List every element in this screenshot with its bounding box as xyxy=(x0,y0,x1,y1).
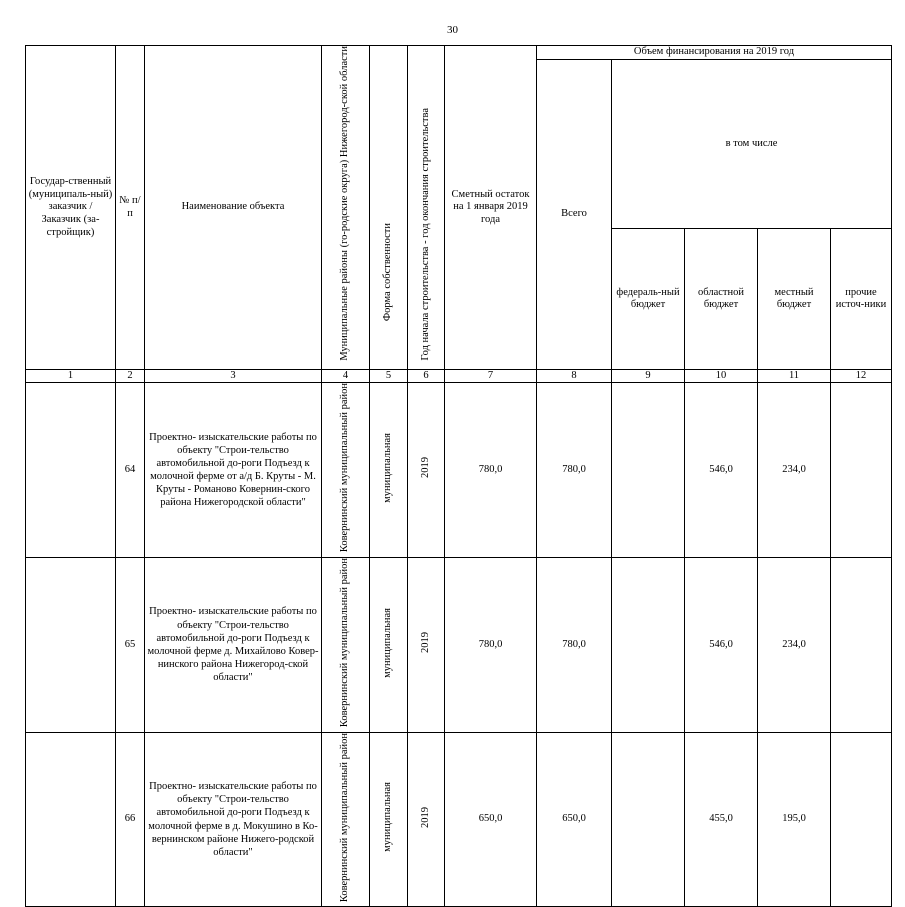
column-number: 8 xyxy=(537,370,612,383)
column-number: 5 xyxy=(370,370,408,383)
row-ownership-cell xyxy=(370,557,408,732)
row-federal xyxy=(612,557,685,732)
row-ownership-cell xyxy=(370,383,408,558)
column-number: 3 xyxy=(145,370,322,383)
row-customer xyxy=(26,557,116,732)
row-year: 2019 xyxy=(419,806,431,828)
header-district-cell xyxy=(322,46,370,370)
header-funding-group: Объем финансирования на 2019 год xyxy=(537,46,892,60)
header-years-cell xyxy=(408,46,445,370)
row-year: 2019 xyxy=(419,457,431,479)
header-ownership-cell xyxy=(370,46,408,370)
header-regional: областной бюджет xyxy=(685,229,758,370)
row-year-cell xyxy=(408,557,445,732)
row-customer xyxy=(26,383,116,558)
row-district: Ковернинский муниципальный район xyxy=(339,383,351,553)
row-ownership-cell xyxy=(370,732,408,907)
column-number: 10 xyxy=(685,370,758,383)
row-num: 64 xyxy=(116,383,145,558)
row-object-name: Проектно- изыскательские работы по объекту "Строи-тельство автомобильной до-роги Подъезд к молочной ферме д. Михайлово Ковер-нинского района Нижегород-ской области" xyxy=(145,557,322,732)
table-row xyxy=(26,557,892,732)
row-remaining: 780,0 xyxy=(445,557,537,732)
row-other xyxy=(831,383,892,558)
header-federal: федераль-ный бюджет xyxy=(612,229,685,370)
column-number: 12 xyxy=(831,370,892,383)
header-row-1 xyxy=(26,46,892,60)
row-remaining: 780,0 xyxy=(445,383,537,558)
row-district-cell xyxy=(322,732,370,907)
row-other xyxy=(831,557,892,732)
row-num: 66 xyxy=(116,732,145,907)
row-regional: 455,0 xyxy=(685,732,758,907)
column-number: 9 xyxy=(612,370,685,383)
row-year-cell xyxy=(408,383,445,558)
row-total: 780,0 xyxy=(537,383,612,558)
row-remaining: 650,0 xyxy=(445,732,537,907)
header-local: местный бюджет xyxy=(758,229,831,370)
row-regional: 546,0 xyxy=(685,383,758,558)
header-num: № п/п xyxy=(116,46,145,370)
row-ownership: муниципальная xyxy=(382,607,394,678)
row-object-name: Проектно- изыскательские работы по объекту "Строи-тельство автомобильной до-роги Подъезд к молочной ферме в д. Мокушино в Ко-вернинском районе Нижего-родской области" xyxy=(145,732,322,907)
header-remaining: Сметный остаток на 1 января 2019 года xyxy=(445,46,537,370)
row-ownership: муниципальная xyxy=(382,432,394,503)
column-number: 6 xyxy=(408,370,445,383)
header-years: Год начала строительства - год окончания строительства xyxy=(419,108,431,361)
table-row xyxy=(26,383,892,558)
column-number: 4 xyxy=(322,370,370,383)
row-district: Ковернинский муниципальный район xyxy=(339,557,351,728)
row-federal xyxy=(612,732,685,907)
row-customer xyxy=(26,732,116,907)
column-number: 7 xyxy=(445,370,537,383)
column-number-row xyxy=(26,370,892,383)
row-regional: 546,0 xyxy=(685,557,758,732)
row-num: 65 xyxy=(116,557,145,732)
row-other xyxy=(831,732,892,907)
column-number: 11 xyxy=(758,370,831,383)
header-customer: Государ-ственный (муниципаль-ный) заказчик / Заказчик (за-стройщик) xyxy=(26,46,116,370)
row-total: 650,0 xyxy=(537,732,612,907)
table-row xyxy=(26,732,892,907)
header-including: в том числе xyxy=(612,60,892,229)
row-district-cell xyxy=(322,383,370,558)
row-district: Ковернинский муниципальный район xyxy=(339,732,351,902)
header-object-name: Наименование объекта xyxy=(145,46,322,370)
row-local: 234,0 xyxy=(758,383,831,558)
header-district: Муниципальные районы (го-родские округа) Нижегород-ской области xyxy=(339,46,351,361)
header-ownership: Форма собственности xyxy=(382,222,394,321)
row-year: 2019 xyxy=(419,632,431,654)
budget-table xyxy=(25,45,892,907)
row-object-name: Проектно- изыскательские работы по объекту "Строи-тельство автомобильной до-роги Подъезд к молочной ферме от а/д Б. Круты - М. Круты - Романово Ковернин-ского района Нижегородской области" xyxy=(145,383,322,558)
header-other: прочие источ-ники xyxy=(831,229,892,370)
row-district-cell xyxy=(322,557,370,732)
row-local: 195,0 xyxy=(758,732,831,907)
row-total: 780,0 xyxy=(537,557,612,732)
row-ownership: муниципальная xyxy=(382,782,394,853)
column-number: 1 xyxy=(26,370,116,383)
row-federal xyxy=(612,383,685,558)
row-year-cell xyxy=(408,732,445,907)
row-local: 234,0 xyxy=(758,557,831,732)
column-number: 2 xyxy=(116,370,145,383)
header-total: Всего xyxy=(537,60,612,370)
page-number: 30 xyxy=(447,24,458,36)
